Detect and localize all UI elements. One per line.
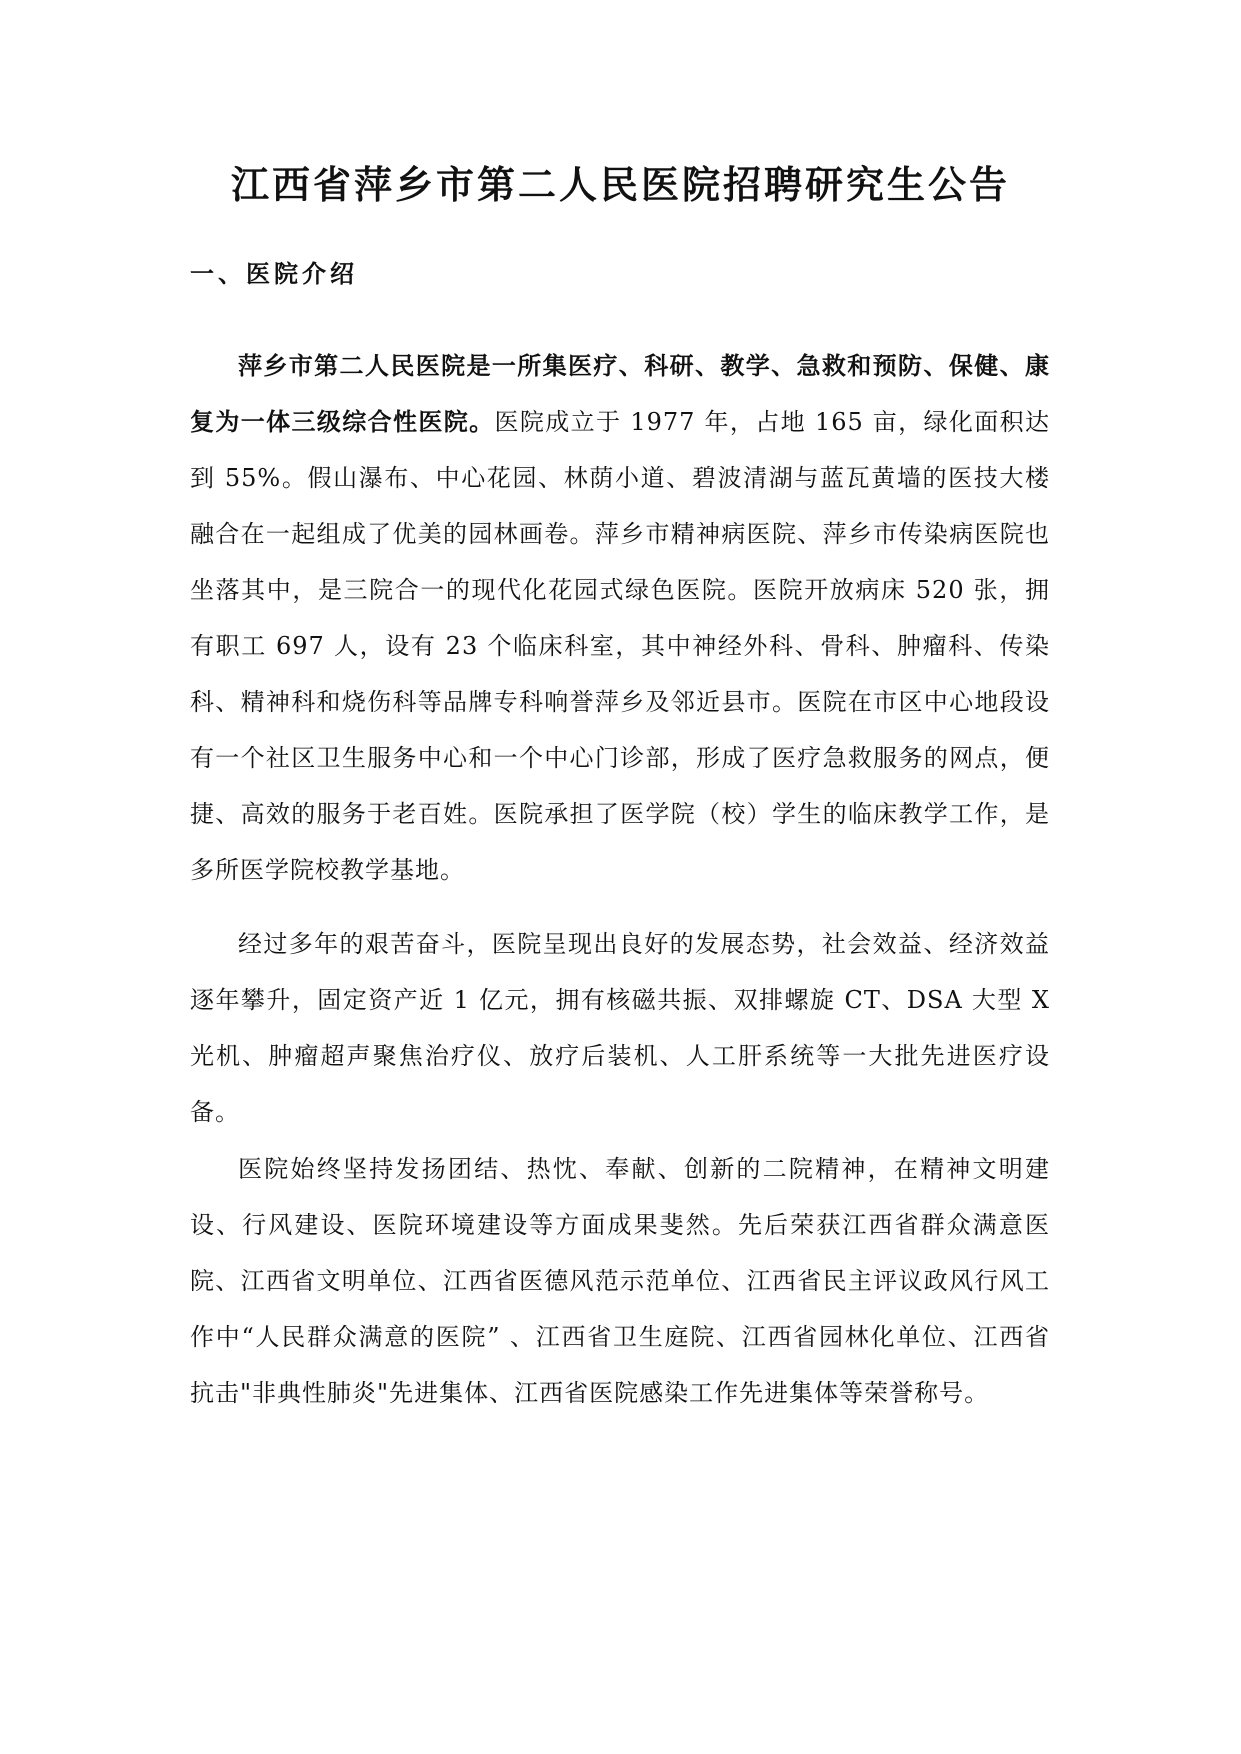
document-title: 江西省萍乡市第二人民医院招聘研究生公告 [230,162,1010,207]
section-heading-hospital-intro: 一、医院介绍 [190,259,358,288]
paragraph-development: 经过多年的艰苦奋斗，医院呈现出良好的发展态势，社会效益、经济效益逐年攀升，固定资产近 1 亿元，拥有核磁共振、双排螺旋 CT、DSA 大型 X 光机、肿瘤超声聚焦治疗仪、放疗后装机、人工肝系统等一大批先进医疗设备。 [190,930,1050,1126]
paragraph-lead-bold: 萍乡市第二人民医院是一所集医疗、科研、教学、急救和预防、保健、康复为一体三级综合性医院。 [190,351,1050,436]
paragraph-hospital-overview [190,338,1050,898]
paragraph-body: 医院成立于 1977 年，占地 165 亩，绿化面积达到 55%。假山瀑布、中心花园、林荫小道、碧波清湖与蓝瓦黄墙的医技大楼融合在一起组成了优美的园林画卷。萍乡市精神病医院、萍乡市传染病医院也坐落其中，是三院合一的现代化花园式绿色医院。医院开放病床 520 张，拥有职工 697 人，设有 23 个临床科室，其中神经外科、骨科、肿瘤科、传染科、精神科和烧伤科等品牌专科响誉萍乡及邻近县市。医院在市区中心地段设有一个社区卫生服务中心和一个中心门诊部，形成了医疗急救服务的网点，便捷、高效的服务于老百姓。医院承担了医学院（校）学生的临床教学工作，是多所医学院校教学基地。 [190,408,1051,884]
paragraph-honors: 医院始终坚持发扬团结、热忱、奉献、创新的二院精神，在精神文明建设、行风建设、医院环境建设等方面成果斐然。先后荣获江西省群众满意医院、江西省文明单位、江西省医德风范示范单位、江西省民主评议政风行风工作中“人民群众满意的医院” 、江西省卫生庭院、江西省园林化单位、江西省抗击"非典性肺炎"先进集体、江西省医院感染工作先进集体等荣誉称号。 [190,1155,1050,1407]
